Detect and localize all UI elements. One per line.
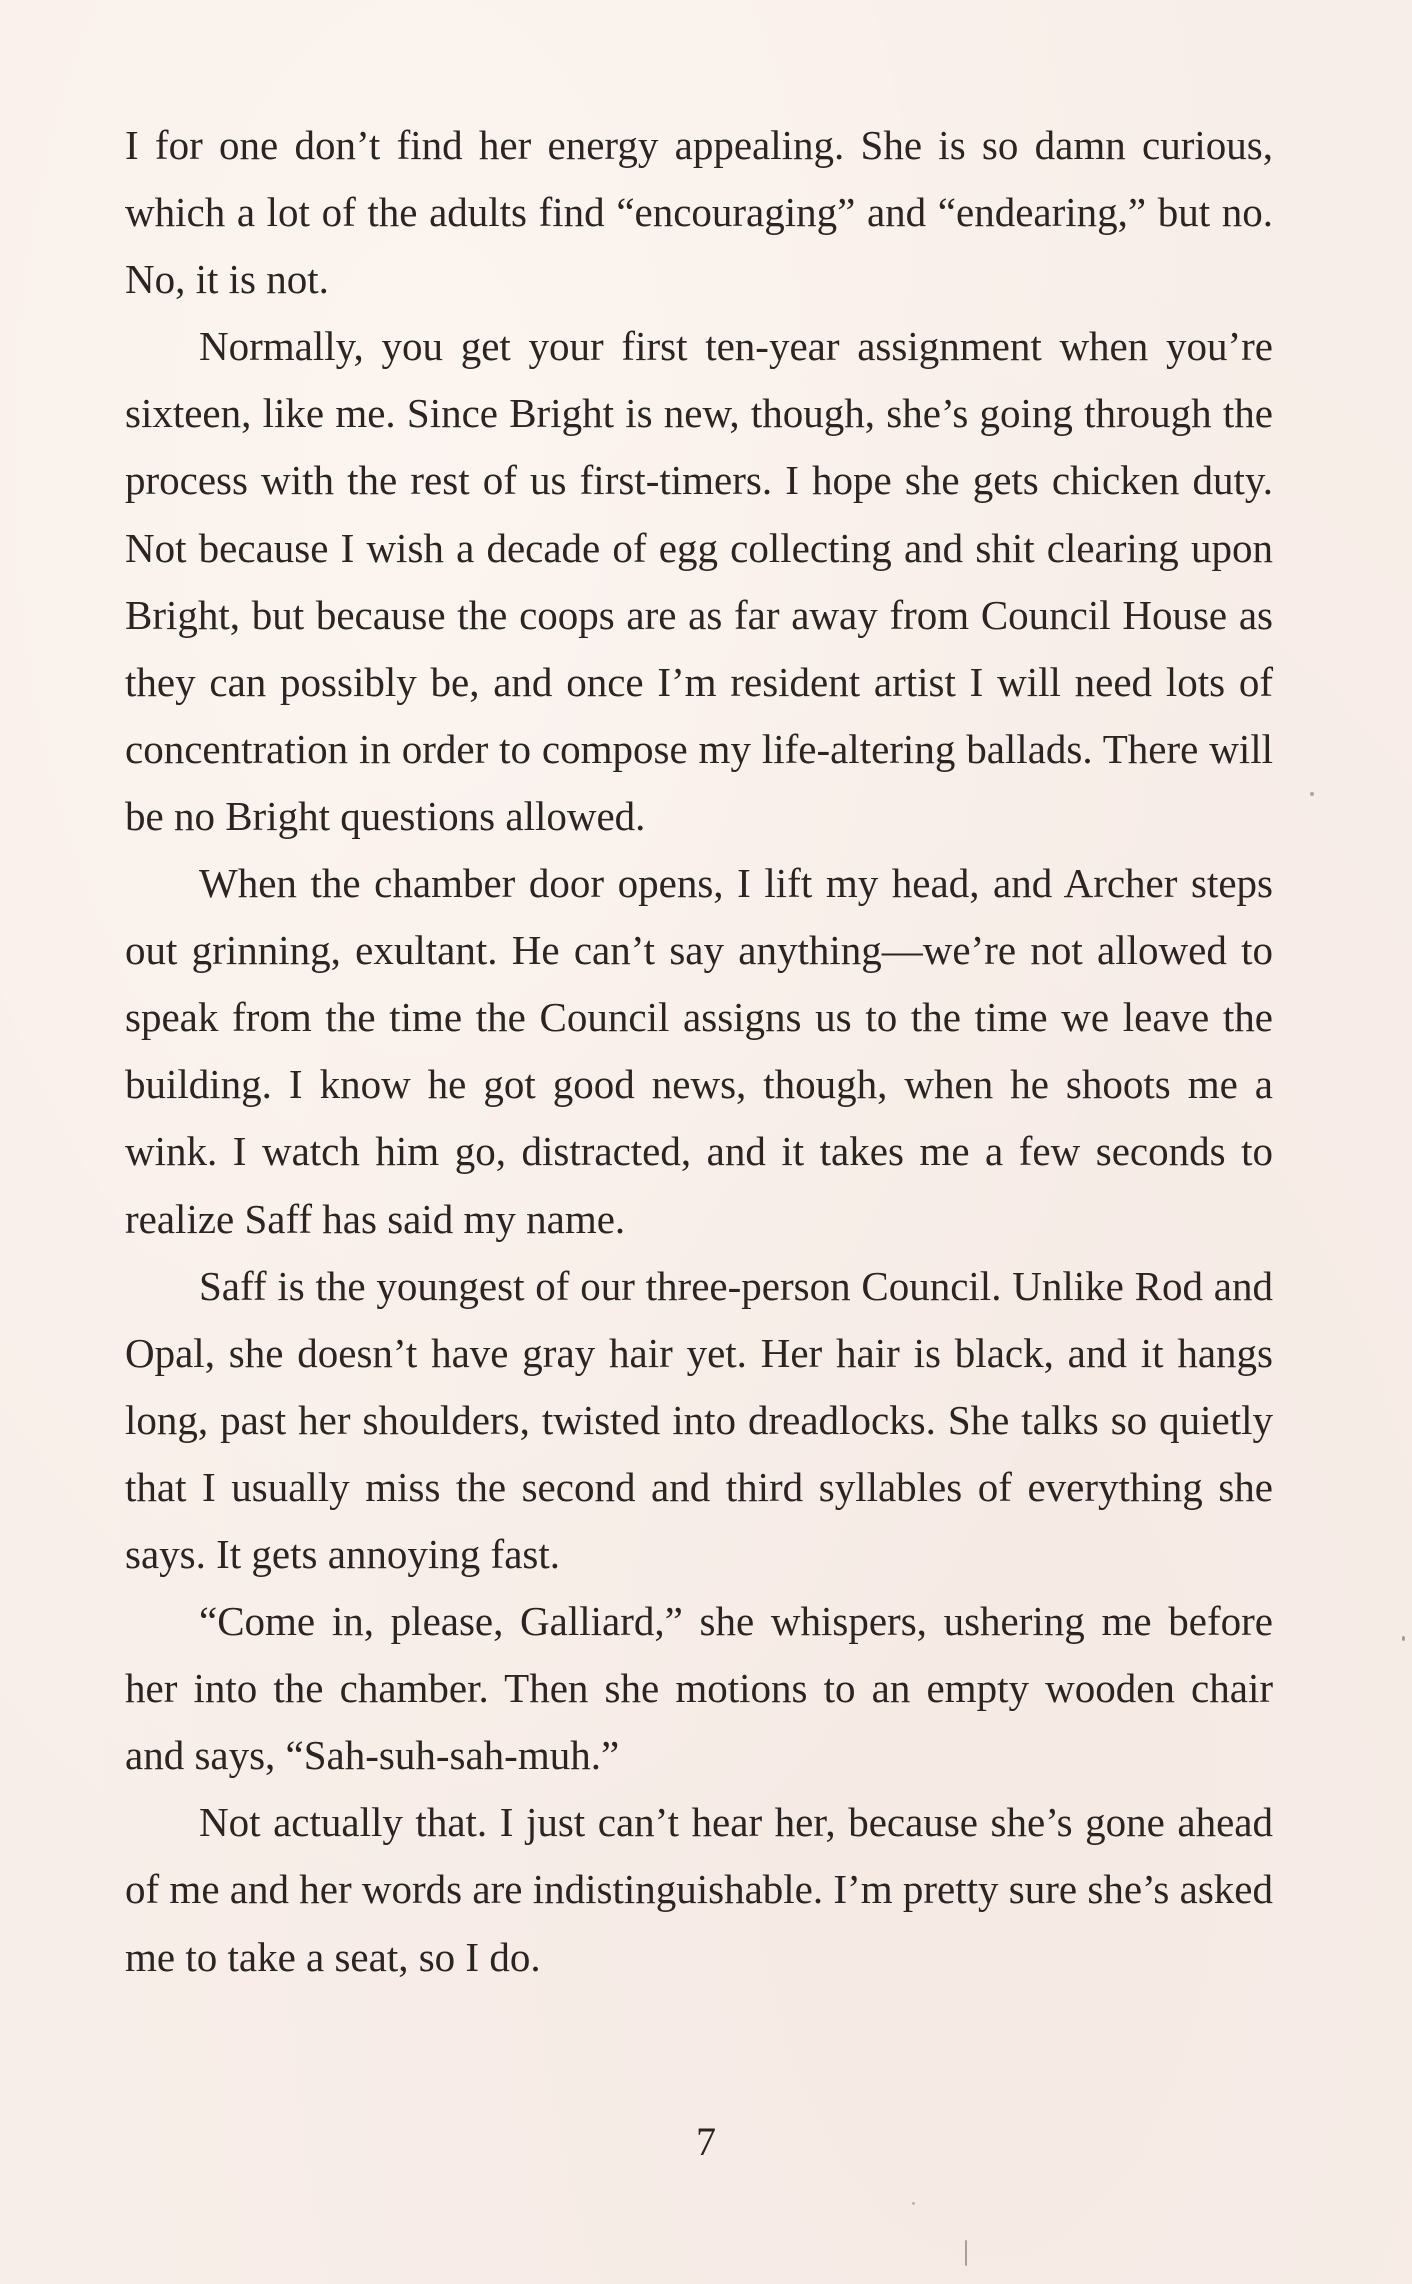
- paragraph-2: Normally, you get your first ten-year assignment when you’re sixteen, like me. Since Bright is new, though, she’s going through the process with the rest of us first-timers. I hope she gets chicken duty. Not because I wish a decade of egg collecting and shit clearing upon Bright, but because the coops are as far away from Council House as they can possibly be, and once I’m resident artist I will need lots of concentration in order to compose my life-altering ballads. There will be no Bright questions allowed.: [125, 323, 1273, 839]
- scan-speck: [1310, 792, 1314, 796]
- scan-speck: [965, 2240, 967, 2266]
- paragraph-6: Not actually that. I just can’t hear her, because she’s gone ahead of me and her words are indistinguishable. I’m pretty sure she’s asked me to take a seat, so I do.: [125, 1799, 1273, 1980]
- body-text: [125, 112, 1273, 1991]
- paragraph-5: “Come in, please, Galliard,” she whispers, ushering me before her into the chamber. Then she motions to an empty wooden chair and says, “Sah-suh-sah-muh.”: [125, 1598, 1273, 1779]
- scan-speck: [1402, 1636, 1405, 1641]
- paragraph-4: Saff is the youngest of our three-person Council. Unlike Rod and Opal, she doesn’t have gray hair yet. Her hair is black, and it hangs long, past her shoulders, twisted into dreadlocks. She talks so quietly that I usually miss the second and third syllables of everything she says. It gets annoying fast.: [125, 1262, 1273, 1577]
- scan-speck: [912, 2202, 915, 2205]
- scan-speck: [1190, 1822, 1193, 1825]
- page-number: 7: [696, 2119, 716, 2164]
- paragraph-1: I for one don’t find her energy appealing. She is so damn curious, which a lot of the adults find “encouraging” and “endearing,” but no. No, it is not.: [125, 122, 1273, 303]
- paragraph-3: When the chamber door opens, I lift my head, and Archer steps out grinning, exultant. He can’t say anything—we’re not allowed to speak from the time the Council assigns us to the time we leave the building. I know he got good news, though, when he shoots me a wink. I watch him go, distracted, and it takes me a few seconds to realize Saff has said my name.: [125, 860, 1273, 1242]
